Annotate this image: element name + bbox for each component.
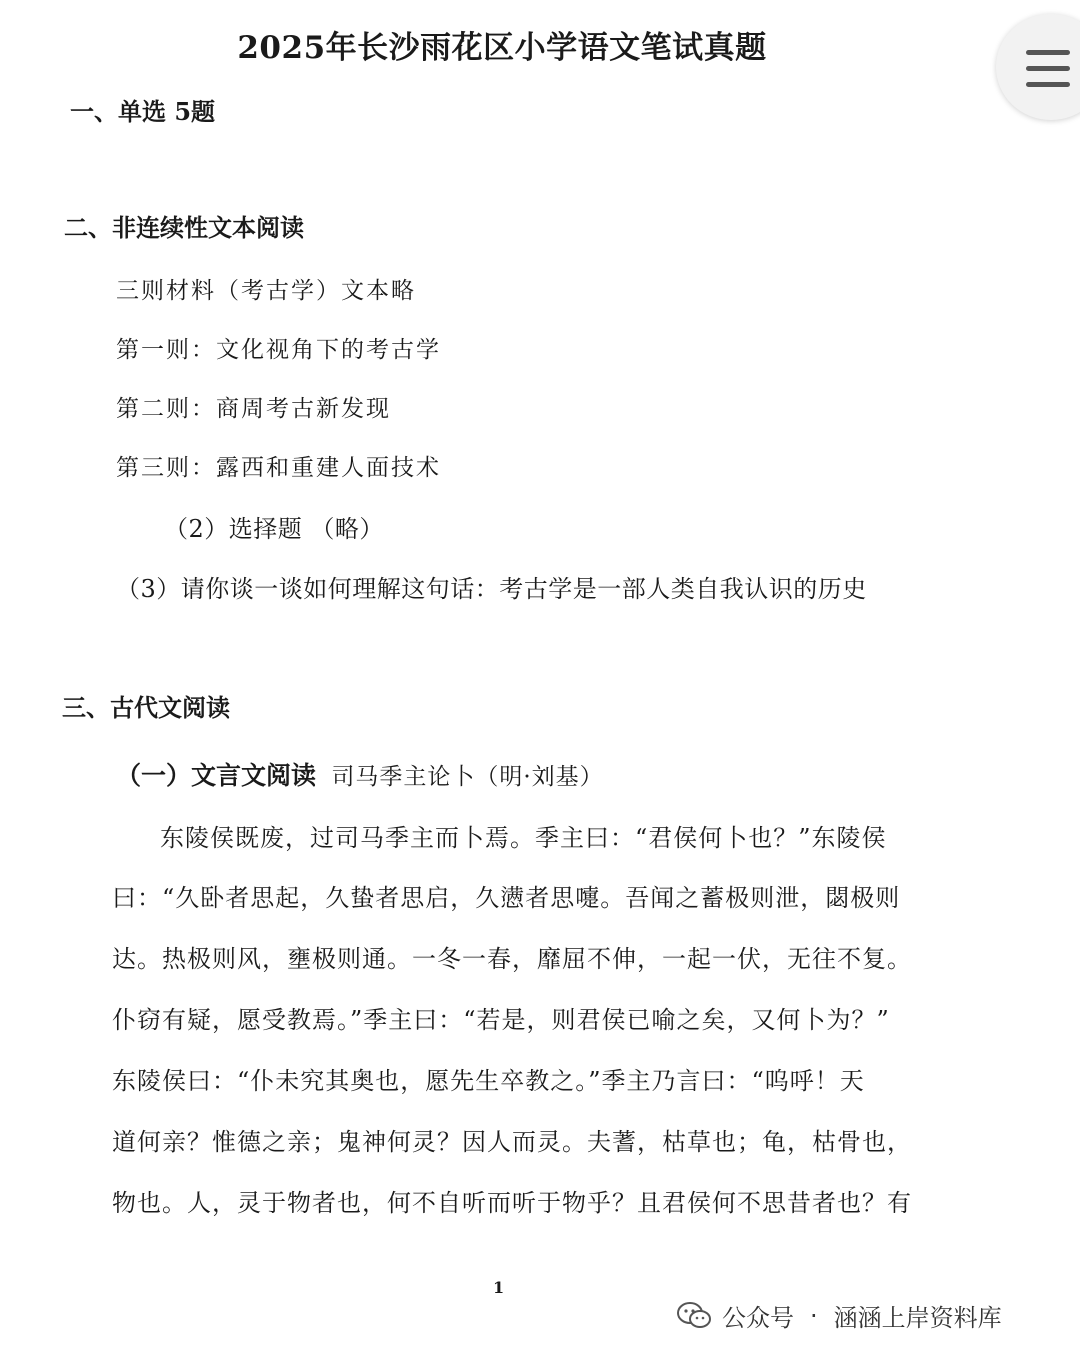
material-item-2: 第二则：商周考古新发现	[116, 396, 391, 422]
subsection-label: （一）文言文阅读	[116, 761, 317, 790]
section-heading-nonlinear-reading: 二、非连续性文本阅读	[64, 213, 304, 242]
watermark	[676, 1298, 1002, 1333]
section-heading-classical-reading: 三、古代文阅读	[62, 693, 230, 722]
passage-line: 仆窃有疑，愿受教焉。”季主曰：“若是，则君侯已喻之矣，又何卜为？”	[112, 1006, 890, 1034]
passage-line: 物也。人，灵于物者也，何不自听而听于物乎？且君侯何不思昔者也？有	[112, 1189, 912, 1217]
subsection-heading	[116, 756, 604, 792]
passage-line: 东陵侯曰：“仆未究其奥也，愿先生卒教之。”季主乃言曰：“呜呼！天	[112, 1067, 865, 1095]
question-3: （3）请你谈一谈如何理解这句话：考古学是一部人类自我认识的历史	[116, 575, 867, 603]
passage-line: 道何亲？惟德之亲；鬼神何灵？因人而灵。夫蓍，枯草也；龟，枯骨也，	[112, 1128, 912, 1156]
passage-line: 达。热极则风，壅极则通。一冬一春，靡屈不伸，一起一伏，无往不复。	[112, 945, 912, 973]
page-number: 1	[493, 1278, 505, 1297]
page-title: 2025年长沙雨花区小学语文笔试真题	[237, 30, 767, 66]
material-item-1: 第一则：文化视角下的考古学	[116, 337, 441, 363]
menu-button[interactable]	[996, 14, 1080, 120]
watermark-account: 涵涵上岸资料库	[833, 1304, 1002, 1332]
section-heading-single-choice: 一、单选 5题	[70, 97, 216, 126]
passage-line: 东陵侯既废，过司马季主而卜焉。季主曰：“君侯何卜也？”东陵侯	[160, 824, 887, 852]
material-intro: 三则材料（考古学）文本略	[116, 278, 416, 304]
wechat-logo-icon	[676, 1301, 712, 1331]
question-2: （2）选择题 （略）	[164, 515, 384, 543]
material-item-3: 第三则：露西和重建人面技术	[116, 455, 441, 481]
watermark-separator: ·	[810, 1301, 818, 1330]
passage-line: 曰：“久卧者思起，久蛰者思启，久懑者思嚏。吾闻之蓄极则泄，閟极则	[112, 884, 901, 912]
watermark-platform: 公众号	[722, 1304, 794, 1332]
subsection-title: 司马季主论卜（明·刘基）	[331, 764, 604, 790]
